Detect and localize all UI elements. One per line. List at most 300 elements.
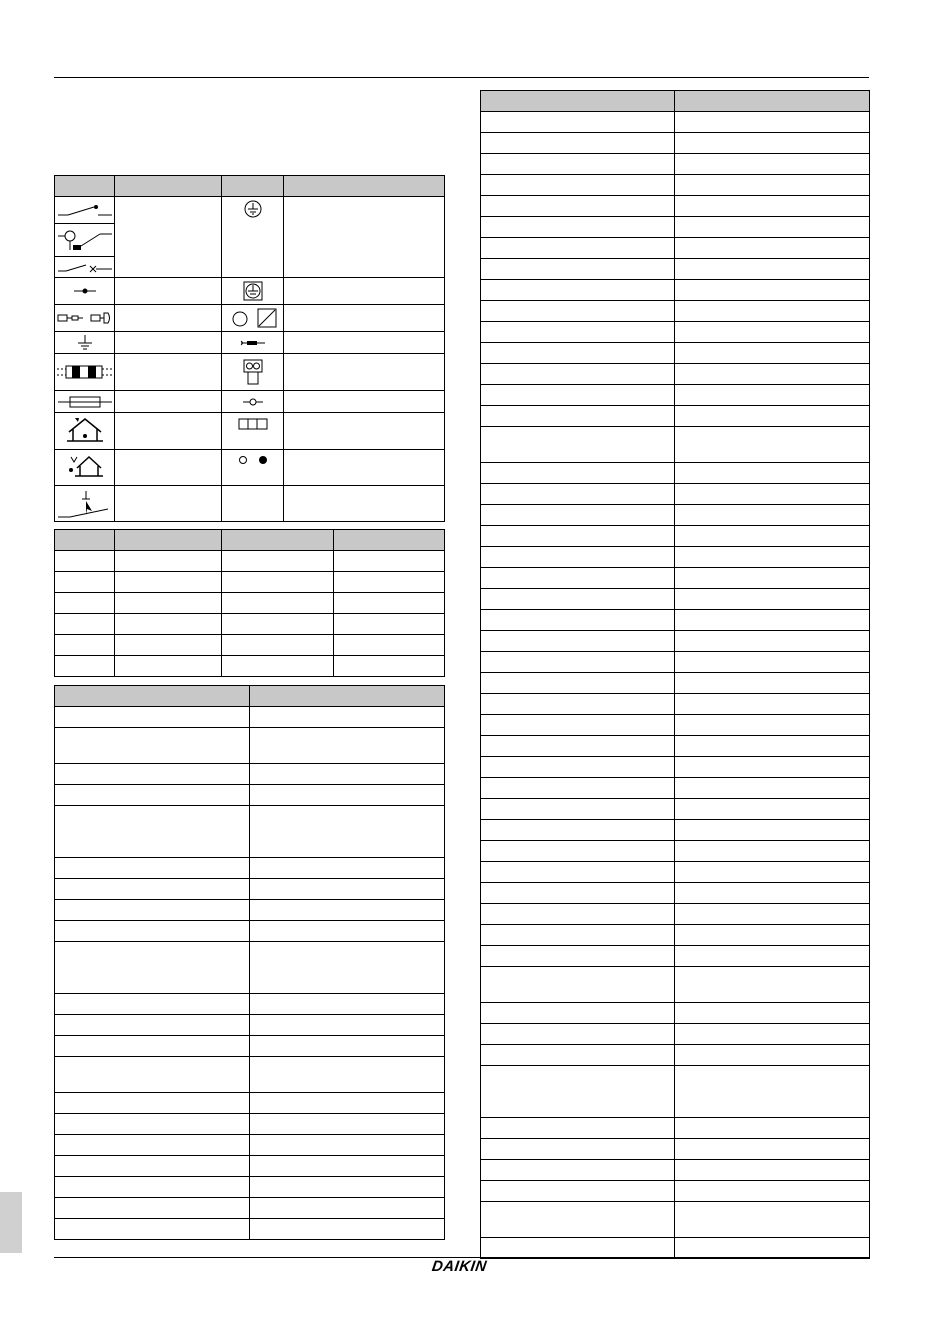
table-row — [481, 631, 870, 652]
table-cell — [675, 631, 870, 652]
side-tab — [0, 1192, 22, 1253]
table-cell — [675, 1118, 870, 1139]
table-cell — [481, 589, 675, 610]
table-cell — [675, 1160, 870, 1181]
table-cell — [55, 572, 115, 593]
symbol-cell — [222, 391, 284, 413]
switch-normally-closed-icon — [56, 260, 114, 274]
table-cell — [481, 427, 675, 463]
table-cell — [250, 1015, 445, 1036]
table-row — [55, 900, 445, 921]
symbol-cell — [55, 413, 115, 450]
table-cell — [481, 364, 675, 385]
table-row — [481, 715, 870, 736]
table-row — [481, 904, 870, 925]
table-cell — [675, 133, 870, 154]
table-cell — [481, 385, 675, 406]
table-row — [481, 1238, 870, 1259]
desc-cell — [284, 450, 445, 486]
table-cell — [675, 259, 870, 280]
table-cell — [481, 280, 675, 301]
outdoor-unit-house-icon — [65, 454, 105, 482]
desc-cell — [115, 391, 222, 413]
desc-cell — [115, 305, 222, 332]
table-cell — [481, 463, 675, 484]
table-cell — [481, 217, 675, 238]
table-row — [481, 1045, 870, 1066]
table-cell — [115, 635, 222, 656]
table-cell — [250, 1093, 445, 1114]
table-row — [481, 694, 870, 715]
table-cell — [481, 175, 675, 196]
table-cell — [250, 728, 445, 764]
header-cell — [115, 530, 222, 551]
legend-table-left — [54, 685, 445, 1240]
desc-cell — [115, 332, 222, 354]
desc-cell — [284, 486, 445, 522]
symbol-cell — [55, 486, 115, 522]
symbol-cell — [55, 224, 115, 257]
header-cell — [222, 530, 334, 551]
table-cell — [675, 1024, 870, 1045]
desc-cell — [115, 278, 222, 305]
table-row — [481, 1202, 870, 1238]
table-row — [481, 385, 870, 406]
table-cell — [55, 1156, 250, 1177]
table-cell — [675, 1066, 870, 1118]
table-row — [481, 1066, 870, 1118]
table-cell — [250, 1057, 445, 1093]
table-cell — [55, 1198, 250, 1219]
table-cell — [115, 572, 222, 593]
table-cell — [481, 343, 675, 364]
table-cell — [675, 610, 870, 631]
table-cell — [675, 778, 870, 799]
table-cell — [481, 799, 675, 820]
table-row — [481, 967, 870, 1003]
table-row — [481, 841, 870, 862]
table-cell — [481, 1181, 675, 1202]
table-cell — [55, 707, 250, 728]
table-row — [481, 589, 870, 610]
table-cell — [675, 547, 870, 568]
table-row — [481, 364, 870, 385]
table-cell — [222, 551, 334, 572]
table-cell — [481, 652, 675, 673]
symbol-cell — [222, 332, 284, 354]
table-row — [55, 1093, 445, 1114]
table-row — [481, 322, 870, 343]
circle-and-transformer-icon — [226, 307, 280, 329]
table-row — [55, 707, 445, 728]
table-cell — [675, 238, 870, 259]
table-cell — [481, 862, 675, 883]
table-row — [481, 568, 870, 589]
table-row — [481, 343, 870, 364]
table-cell — [675, 1003, 870, 1024]
table-cell — [334, 593, 445, 614]
desc-cell — [115, 413, 222, 450]
protective-earth-icon — [243, 281, 263, 301]
table-cell — [250, 942, 445, 994]
table-cell — [115, 551, 222, 572]
table-cell — [675, 217, 870, 238]
table-cell — [675, 589, 870, 610]
switch-with-arrow-icon — [56, 489, 114, 519]
table-cell — [250, 994, 445, 1015]
table-cell — [481, 1003, 675, 1024]
table-cell — [481, 568, 675, 589]
table-cell — [250, 879, 445, 900]
table-cell — [250, 707, 445, 728]
terminal-icon — [239, 397, 267, 407]
table-cell — [675, 736, 870, 757]
table-cell — [481, 967, 675, 1003]
table-cell — [675, 484, 870, 505]
table-cell — [222, 572, 334, 593]
symbol-cell — [222, 197, 284, 278]
table-cell — [481, 883, 675, 904]
header-cell — [55, 530, 115, 551]
table-cell — [481, 1066, 675, 1118]
table-cell — [481, 196, 675, 217]
table-cell — [481, 694, 675, 715]
table-row — [481, 133, 870, 154]
table-row — [481, 547, 870, 568]
connector-plug-icon — [56, 312, 114, 324]
table-cell — [675, 154, 870, 175]
table-cell — [675, 1238, 870, 1259]
table-cell — [250, 785, 445, 806]
table-cell — [481, 505, 675, 526]
table-cell — [481, 484, 675, 505]
table-row — [481, 280, 870, 301]
table-cell — [675, 280, 870, 301]
table-cell — [481, 154, 675, 175]
table-row — [481, 1024, 870, 1045]
table-cell — [675, 1181, 870, 1202]
desc-cell — [284, 278, 445, 305]
table-row — [481, 484, 870, 505]
table-cell — [55, 806, 250, 858]
table-row — [481, 1181, 870, 1202]
table-row — [481, 427, 870, 463]
header-cell — [284, 176, 445, 197]
table-row — [481, 463, 870, 484]
table-row — [55, 764, 445, 785]
table-cell — [675, 652, 870, 673]
table-cell — [481, 841, 675, 862]
table-row — [481, 196, 870, 217]
table-cell — [481, 946, 675, 967]
table-row — [481, 1139, 870, 1160]
table-row — [481, 862, 870, 883]
symbol-cell — [55, 305, 115, 332]
header-cell — [250, 686, 445, 707]
header-cell — [675, 91, 870, 112]
table-cell — [250, 1114, 445, 1135]
table-cell — [55, 1219, 250, 1240]
table-row — [481, 154, 870, 175]
table-row — [481, 406, 870, 427]
table-cell — [675, 505, 870, 526]
table-cell — [675, 883, 870, 904]
table-cell — [55, 1015, 250, 1036]
table-row — [481, 526, 870, 547]
table-cell — [250, 921, 445, 942]
table-cell — [222, 614, 334, 635]
table-row — [481, 673, 870, 694]
table-cell — [675, 406, 870, 427]
table-cell — [55, 1177, 250, 1198]
symbol-cell — [55, 450, 115, 486]
desc-cell — [115, 486, 222, 522]
table-cell — [481, 778, 675, 799]
table-cell — [334, 614, 445, 635]
table-cell — [115, 656, 222, 677]
table-row — [481, 820, 870, 841]
symbol-cell — [55, 391, 115, 413]
table-cell — [222, 635, 334, 656]
header-cell — [334, 530, 445, 551]
table-cell — [481, 904, 675, 925]
indoor-unit-house-icon — [65, 416, 105, 446]
table-cell — [55, 994, 250, 1015]
terminal-strip-icon — [238, 417, 268, 431]
table-row — [481, 778, 870, 799]
table-cell — [675, 862, 870, 883]
desc-cell — [284, 305, 445, 332]
symbol-cell — [222, 278, 284, 305]
table-cell — [222, 656, 334, 677]
wire-connection-dot-icon — [70, 286, 100, 296]
table-row — [55, 785, 445, 806]
header-rule — [54, 77, 869, 78]
table-row — [55, 1177, 445, 1198]
header-cell — [115, 176, 222, 197]
table-cell — [675, 967, 870, 1003]
table-cell — [481, 1160, 675, 1181]
open-and-filled-dot-icon — [235, 454, 271, 466]
table-cell — [481, 133, 675, 154]
symbol-cell — [55, 354, 115, 391]
table-cell — [675, 673, 870, 694]
table-cell — [481, 526, 675, 547]
table-cell — [481, 757, 675, 778]
table-row — [481, 946, 870, 967]
desc-cell — [284, 413, 445, 450]
table-cell — [55, 785, 250, 806]
table-cell — [481, 631, 675, 652]
table-cell — [250, 1036, 445, 1057]
symbol-cell — [222, 450, 284, 486]
table-cell — [55, 728, 250, 764]
table-row — [481, 1003, 870, 1024]
table-row — [481, 736, 870, 757]
table-cell — [55, 900, 250, 921]
table-cell — [481, 715, 675, 736]
table-row — [55, 858, 445, 879]
table-cell — [250, 764, 445, 785]
table-cell — [55, 858, 250, 879]
table-cell — [675, 301, 870, 322]
table-cell — [55, 635, 115, 656]
table-cell — [55, 942, 250, 994]
table-cell — [481, 301, 675, 322]
desc-cell — [284, 332, 445, 354]
table-cell — [675, 427, 870, 463]
table-cell — [481, 238, 675, 259]
table-cell — [481, 736, 675, 757]
header-cell — [481, 91, 675, 112]
symbol-legend-table — [54, 175, 445, 522]
table-row — [481, 757, 870, 778]
table-cell — [55, 1036, 250, 1057]
table-row — [55, 994, 445, 1015]
table-cell — [675, 1139, 870, 1160]
fuse-icon — [56, 395, 114, 409]
symbol-cell — [222, 486, 284, 522]
table-row — [481, 238, 870, 259]
ground-icon — [77, 334, 93, 352]
table-cell — [675, 946, 870, 967]
table-row — [55, 1036, 445, 1057]
symbol-cell — [55, 332, 115, 354]
table-cell — [675, 463, 870, 484]
table-cell — [250, 1219, 445, 1240]
table-cell — [55, 656, 115, 677]
symbol-cell — [222, 413, 284, 450]
ferrite-core-icon — [56, 364, 114, 380]
table-cell — [675, 343, 870, 364]
table-cell — [55, 1114, 250, 1135]
table-cell — [675, 526, 870, 547]
table-cell — [481, 1139, 675, 1160]
table-row — [55, 1015, 445, 1036]
table-cell — [675, 757, 870, 778]
table-cell — [334, 656, 445, 677]
table-cell — [334, 572, 445, 593]
relay-connector-icon — [242, 358, 264, 386]
table-cell — [55, 764, 250, 785]
table-cell — [115, 593, 222, 614]
table-row — [481, 799, 870, 820]
table-cell — [55, 1057, 250, 1093]
table-row — [55, 1156, 445, 1177]
legend-table-right — [480, 90, 870, 1259]
table-cell — [675, 694, 870, 715]
table-cell — [675, 799, 870, 820]
daikin-logo: DAIKIN — [430, 1258, 488, 1275]
desc-cell — [284, 197, 445, 278]
table-row — [481, 112, 870, 133]
table-cell — [334, 635, 445, 656]
table-cell — [334, 551, 445, 572]
table-cell — [481, 673, 675, 694]
table-cell — [55, 614, 115, 635]
desc-cell — [115, 197, 222, 278]
table-row — [481, 925, 870, 946]
table-row — [55, 942, 445, 994]
table-row — [55, 1057, 445, 1093]
color-code-table — [54, 529, 445, 677]
table-row — [55, 879, 445, 900]
table-cell — [675, 1202, 870, 1238]
table-row — [55, 1219, 445, 1240]
table-cell — [481, 925, 675, 946]
table-row — [55, 806, 445, 858]
switch-normally-open-icon — [56, 202, 114, 218]
symbol-cell — [222, 354, 284, 391]
table-cell — [481, 547, 675, 568]
header-cell — [222, 176, 284, 197]
table-cell — [675, 820, 870, 841]
table-cell — [250, 806, 445, 858]
table-cell — [675, 1045, 870, 1066]
table-cell — [675, 364, 870, 385]
table-cell — [481, 1202, 675, 1238]
table-cell — [675, 568, 870, 589]
table-row — [481, 652, 870, 673]
table-cell — [250, 900, 445, 921]
symbol-cell — [55, 197, 115, 224]
table-row — [55, 728, 445, 764]
table-row — [481, 505, 870, 526]
temperature-switch-icon — [56, 226, 114, 254]
table-cell — [481, 610, 675, 631]
table-cell — [55, 1093, 250, 1114]
table-cell — [675, 112, 870, 133]
table-cell — [675, 904, 870, 925]
table-row — [481, 1160, 870, 1181]
table-cell — [55, 921, 250, 942]
table-row — [481, 217, 870, 238]
table-row — [481, 175, 870, 196]
desc-cell — [115, 354, 222, 391]
table-cell — [481, 259, 675, 280]
desc-cell — [284, 354, 445, 391]
table-cell — [55, 879, 250, 900]
table-cell — [481, 112, 675, 133]
table-cell — [481, 1024, 675, 1045]
table-cell — [481, 1045, 675, 1066]
table-cell — [675, 841, 870, 862]
desc-cell — [115, 450, 222, 486]
table-cell — [481, 406, 675, 427]
table-cell — [675, 385, 870, 406]
wire-terminal-icon — [239, 338, 267, 348]
table-cell — [250, 1135, 445, 1156]
table-row — [481, 883, 870, 904]
table-row — [55, 921, 445, 942]
table-row — [481, 1118, 870, 1139]
table-cell — [481, 1118, 675, 1139]
table-row — [481, 610, 870, 631]
table-cell — [250, 858, 445, 879]
table-cell — [675, 196, 870, 217]
table-cell — [675, 175, 870, 196]
table-cell — [250, 1177, 445, 1198]
table-row — [481, 259, 870, 280]
table-row — [55, 1114, 445, 1135]
earth-ground-circle-icon — [243, 199, 263, 219]
table-cell — [675, 715, 870, 736]
table-cell — [250, 1156, 445, 1177]
symbol-cell — [55, 278, 115, 305]
header-cell — [55, 686, 250, 707]
table-cell — [115, 614, 222, 635]
table-cell — [481, 322, 675, 343]
